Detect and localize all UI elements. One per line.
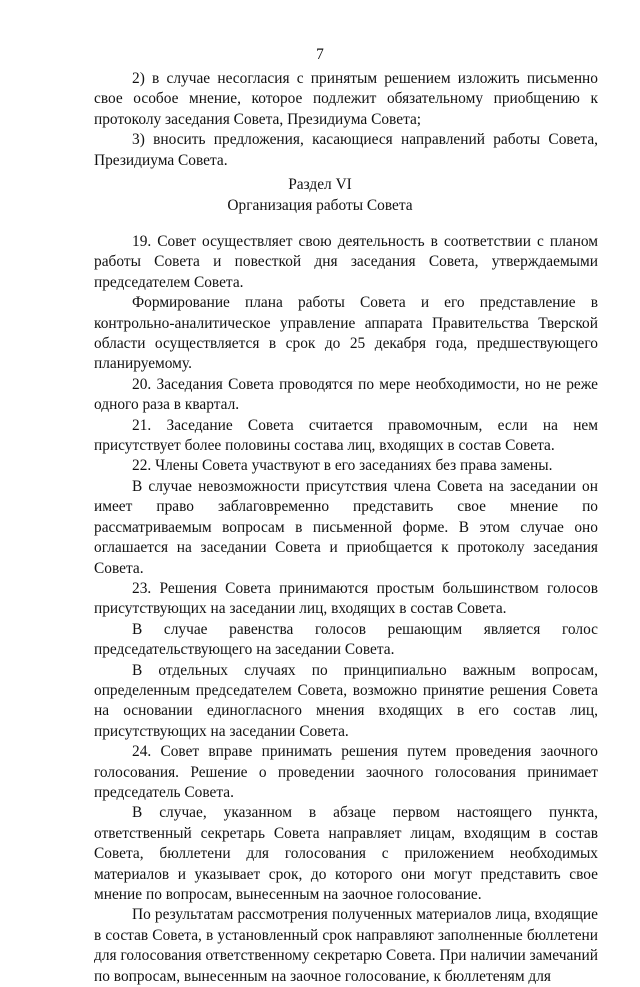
section-number: Раздел VI (288, 176, 352, 193)
paragraph-23-unanimous: В отдельных случаях по принципиально важным вопросам, определенным председателем Совета, возможно принятие решения Совета на основании единогласного мнения входящих в его состав лиц, присутствующих на заседании Совета. (94, 661, 598, 740)
paragraph-22-absence: В случае невозможности присутствия члена Совета на заседании он имеет право заблаговременно представить свое мнение по рассматриваемым вопросам в письменной форме. В этом случае оно оглашается на заседании Совета и приобщается к протоколу заседания Совета. (94, 477, 598, 577)
section-body (94, 232, 598, 987)
paragraph-24: 24. Совет вправе принимать решения путем проведения заочного голосования. Решение о проведении заочного голосования принимает председатель Совета. (94, 743, 598, 801)
paragraph-19-plan: Формирование плана работы Совета и его представление в контрольно-аналитическое управление аппарата Правительства Тверской области осуществляется в срок до 25 декабря года, предшествующего планируемому. (94, 294, 598, 373)
section-title: Организация работы Совета (227, 197, 413, 214)
page-number: 7 (316, 46, 324, 63)
paragraph-23: 23. Решения Совета принимаются простым большинством голосов присутствующих на заседании лиц, входящих в состав Совета. (94, 579, 598, 618)
paragraph-22: 22. Члены Совета участвуют в его заседаниях без права замены. (132, 457, 553, 475)
paragraph-19: 19. Совет осуществляет свою деятельность в соответствии с планом работы Совета и повесткой дня заседания Совета, утверждаемыми председателем Совета. (94, 233, 598, 291)
paragraph-item-2: 2) в случае несогласия с принятым решением изложить письменно свое особое мнение, которое подлежит обязательному приобщению к протоколу заседания Совета, Президиума Совета; (94, 70, 598, 128)
paragraph-23-tie: В случае равенства голосов решающим является голос председательствующего на заседании Совета. (94, 620, 598, 659)
paragraph-21: 21. Заседание Совета считается правомочным, если на нем присутствует более половины состава лиц, входящих в состав Совета. (94, 416, 598, 455)
paragraph-item-3: 3) вносить предложения, касающиеся направлений работы Совета, Президиума Совета. (94, 131, 598, 169)
top-paragraphs (94, 69, 598, 171)
paragraph-24-ballots: В случае, указанном в абзаце первом настоящего пункта, ответственный секретарь Совета направляет лицам, входящим в состав Совета, бюллетени для голосования с приложением необходимых материалов и указывает срок, до которого они могут представить свое мнение по вопросам, вынесенным на заочное голосование. (94, 804, 598, 903)
paragraph-20: 20. Заседания Совета проводятся по мере необходимости, но не реже одного раза в квартал. (94, 375, 598, 414)
paragraph-24-results: По результатам рассмотрения полученных материалов лица, входящие в состав Совета, в установленный срок направляют заполненные бюллетени для голосования ответственному секретарю Совета. При наличии замечаний по вопросам, вынесенным на заочное голосование, к бюллетеням для (94, 906, 598, 985)
